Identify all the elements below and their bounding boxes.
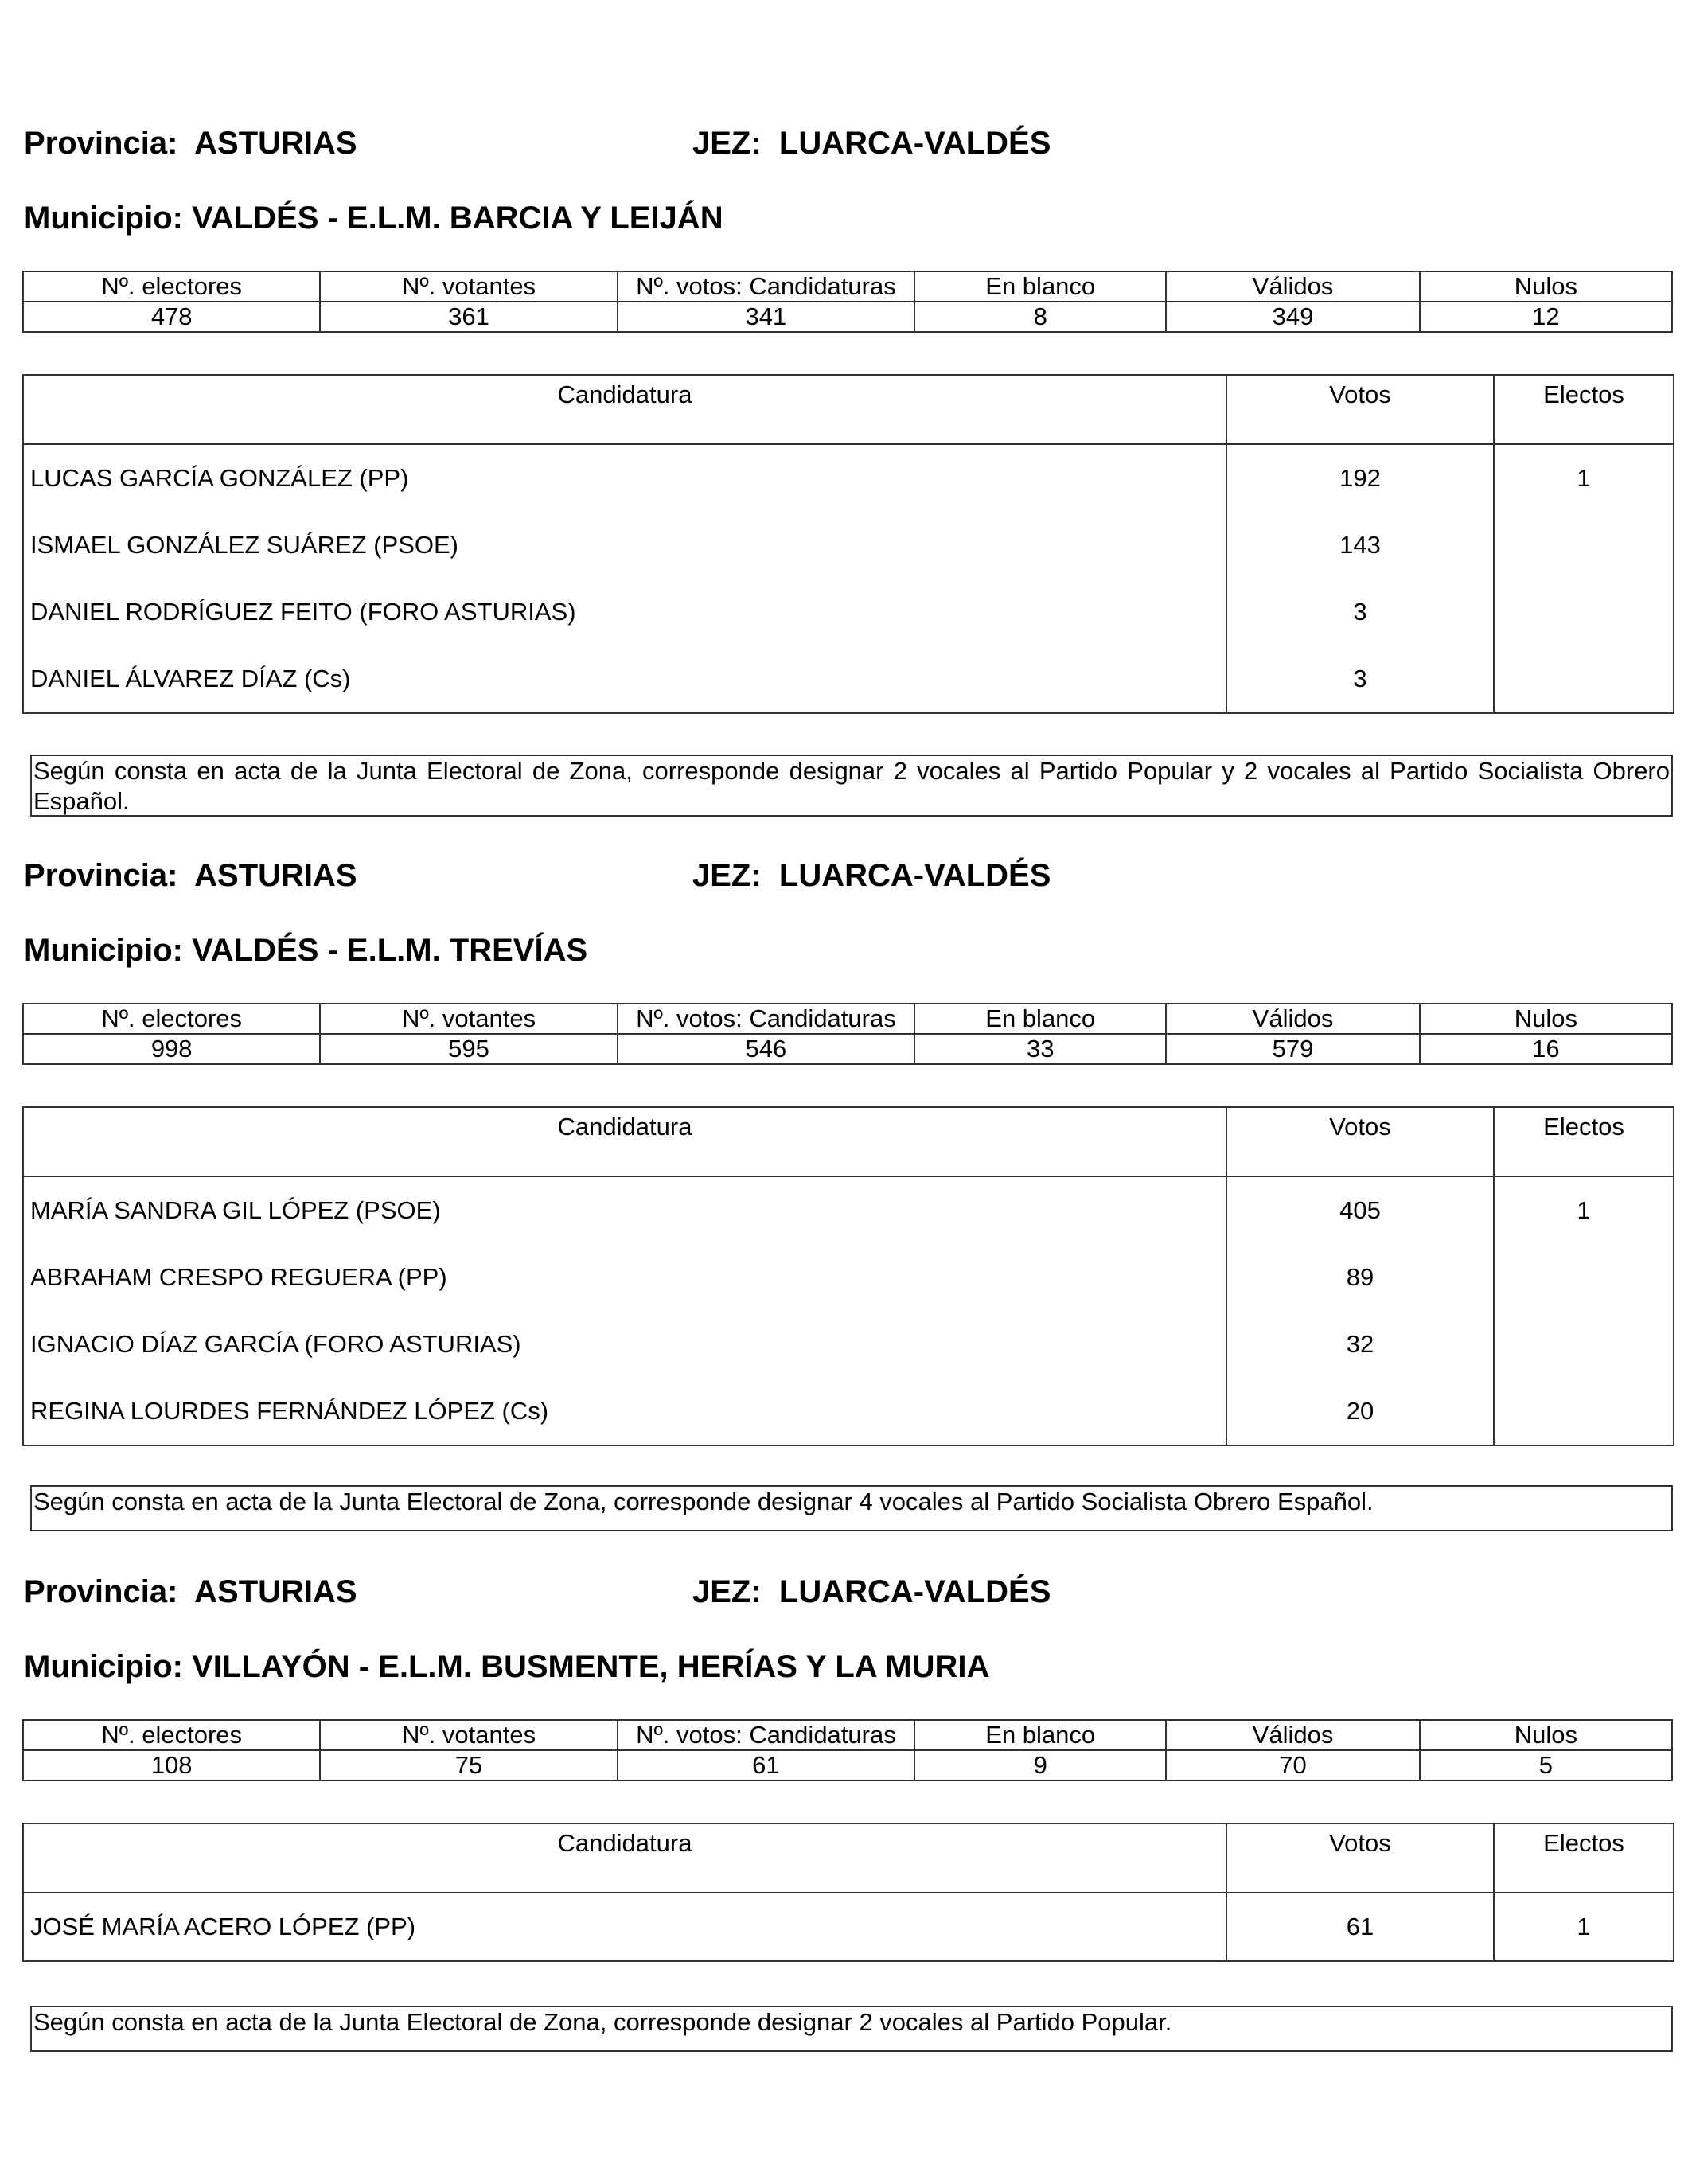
jez-label: JEZ: LUARCA-VALDÉS — [692, 858, 1051, 893]
candidate-name: MARÍA SANDRA GIL LÓPEZ (PSOE) — [23, 1176, 1226, 1244]
candidate-electos — [1494, 1378, 1674, 1445]
stats-header-cell: Nº. votos: Candidaturas — [618, 271, 914, 302]
candidate-name: LUCAS GARCÍA GONZÁLEZ (PP) — [23, 444, 1226, 512]
candidate-electos — [1494, 512, 1674, 579]
candidate-name: DANIEL ÁLVAREZ DÍAZ (Cs) — [23, 645, 1226, 713]
stats-header-cell: Válidos — [1166, 271, 1419, 302]
stats-header-cell: Nº. votantes — [320, 1004, 617, 1034]
candidate-name: JOSÉ MARÍA ACERO LÓPEZ (PP) — [23, 1893, 1226, 1961]
province-label: Provincia: ASTURIAS — [24, 858, 357, 893]
stats-value-cell: 70 — [1166, 1750, 1419, 1780]
stats-value-cell: 361 — [320, 302, 617, 332]
col-votos: Votos — [1226, 375, 1494, 444]
municipality-section — [22, 126, 1673, 692]
candidate-electos: 1 — [1494, 1176, 1674, 1244]
col-electos: Electos — [1494, 1823, 1674, 1893]
municipality-title: Municipio: VILLAYÓN - E.L.M. BUSMENTE, HERÍAS Y LA MURIA — [24, 1649, 990, 1684]
province-label: Provincia: ASTURIAS — [24, 126, 357, 161]
candidate-electos — [1494, 1311, 1674, 1378]
stats-header-cell: En blanco — [914, 1004, 1166, 1034]
candidate-row — [23, 645, 1674, 713]
stats-value-cell: 349 — [1166, 302, 1419, 332]
candidate-electos — [1494, 1244, 1674, 1311]
designation-note: Según consta en acta de la Junta Electoral de Zona, corresponde designar 2 vocales al Partido Popular. — [30, 2006, 1673, 2052]
province-header — [22, 1574, 1673, 1616]
candidate-votes: 61 — [1226, 1893, 1494, 1961]
col-candidatura: Candidatura — [23, 375, 1226, 444]
municipality-section — [22, 1574, 1673, 1940]
municipality-title: Municipio: VALDÉS - E.L.M. BARCIA Y LEIJÁN — [24, 201, 723, 236]
col-votos: Votos — [1226, 1823, 1494, 1893]
candidate-row — [23, 1893, 1674, 1961]
stats-header-cell: Nº. electores — [23, 1720, 320, 1750]
candidate-name: DANIEL RODRÍGUEZ FEITO (FORO ASTURIAS) — [23, 579, 1226, 645]
stats-header-cell: Nº. votantes — [320, 1720, 617, 1750]
candidate-row — [23, 579, 1674, 645]
candidate-votes: 3 — [1226, 579, 1494, 645]
candidate-name: REGINA LOURDES FERNÁNDEZ LÓPEZ (Cs) — [23, 1378, 1226, 1445]
candidate-name: ISMAEL GONZÁLEZ SUÁREZ (PSOE) — [23, 512, 1226, 579]
candidate-votes: 89 — [1226, 1244, 1494, 1311]
stats-header-cell: Nulos — [1420, 271, 1672, 302]
candidates-header-row — [23, 375, 1674, 444]
stats-value-cell: 9 — [914, 1750, 1166, 1780]
province-header — [22, 858, 1673, 899]
designation-note: Según consta en acta de la Junta Electoral de Zona, corresponde designar 2 vocales al Partido Popular y 2 vocales al Partido Socialista Obrero Español. — [30, 755, 1673, 817]
candidate-votes: 3 — [1226, 645, 1494, 713]
province-label: Provincia: ASTURIAS — [24, 1574, 357, 1609]
province-header — [22, 126, 1673, 167]
stats-header-cell: Nulos — [1420, 1720, 1672, 1750]
stats-value-cell: 579 — [1166, 1034, 1419, 1064]
stats-value-cell: 478 — [23, 302, 320, 332]
stats-value-cell: 998 — [23, 1034, 320, 1064]
candidate-row — [23, 1244, 1674, 1311]
stats-table — [22, 1719, 1673, 1781]
col-candidatura: Candidatura — [23, 1823, 1226, 1893]
candidate-votes: 405 — [1226, 1176, 1494, 1244]
stats-value-cell: 75 — [320, 1750, 617, 1780]
stats-header-cell: Nº. votos: Candidaturas — [618, 1720, 914, 1750]
stats-table — [22, 1003, 1673, 1065]
stats-header-cell: Válidos — [1166, 1720, 1419, 1750]
stats-value-cell: 546 — [618, 1034, 914, 1064]
candidate-row — [23, 1378, 1674, 1445]
stats-value-cell: 595 — [320, 1034, 617, 1064]
col-electos: Electos — [1494, 375, 1674, 444]
candidate-votes: 143 — [1226, 512, 1494, 579]
candidates-header-row — [23, 1823, 1674, 1893]
stats-value-row — [23, 302, 1672, 332]
candidates-table — [22, 374, 1674, 714]
candidate-electos: 1 — [1494, 444, 1674, 512]
stats-header-cell: Nº. electores — [23, 1004, 320, 1034]
candidate-row — [23, 512, 1674, 579]
candidate-row — [23, 1176, 1674, 1244]
stats-header-cell: En blanco — [914, 271, 1166, 302]
col-electos: Electos — [1494, 1107, 1674, 1176]
candidates-table — [22, 1106, 1674, 1446]
stats-value-cell: 12 — [1420, 302, 1672, 332]
stats-header-cell: Nº. electores — [23, 271, 320, 302]
col-candidatura: Candidatura — [23, 1107, 1226, 1176]
stats-value-cell: 108 — [23, 1750, 320, 1780]
municipality-section — [22, 858, 1673, 1425]
municipality-title: Municipio: VALDÉS - E.L.M. TREVÍAS — [24, 933, 588, 968]
stats-header-cell: Nº. votantes — [320, 271, 617, 302]
candidate-votes: 20 — [1226, 1378, 1494, 1445]
stats-table — [22, 271, 1673, 333]
stats-header-row — [23, 1004, 1672, 1034]
stats-header-cell: Nº. votos: Candidaturas — [618, 1004, 914, 1034]
stats-value-cell: 33 — [914, 1034, 1166, 1064]
candidate-electos — [1494, 645, 1674, 713]
stats-value-cell: 341 — [618, 302, 914, 332]
candidate-row — [23, 1311, 1674, 1378]
candidates-table — [22, 1823, 1674, 1962]
candidate-electos — [1494, 579, 1674, 645]
stats-value-cell: 5 — [1420, 1750, 1672, 1780]
stats-header-cell: Válidos — [1166, 1004, 1419, 1034]
candidate-votes: 192 — [1226, 444, 1494, 512]
col-votos: Votos — [1226, 1107, 1494, 1176]
candidate-name: IGNACIO DÍAZ GARCÍA (FORO ASTURIAS) — [23, 1311, 1226, 1378]
designation-note: Según consta en acta de la Junta Electoral de Zona, corresponde designar 4 vocales al Partido Socialista Obrero Español. — [30, 1485, 1673, 1531]
candidate-votes: 32 — [1226, 1311, 1494, 1378]
stats-header-row — [23, 1720, 1672, 1750]
candidate-name: ABRAHAM CRESPO REGUERA (PP) — [23, 1244, 1226, 1311]
stats-value-cell: 16 — [1420, 1034, 1672, 1064]
jez-label: JEZ: LUARCA-VALDÉS — [692, 1574, 1051, 1609]
candidate-electos: 1 — [1494, 1893, 1674, 1961]
candidate-row — [23, 444, 1674, 512]
stats-value-cell: 8 — [914, 302, 1166, 332]
stats-header-row — [23, 271, 1672, 302]
stats-value-row — [23, 1034, 1672, 1064]
stats-header-cell: Nulos — [1420, 1004, 1672, 1034]
stats-header-cell: En blanco — [914, 1720, 1166, 1750]
stats-value-row — [23, 1750, 1672, 1780]
stats-value-cell: 61 — [618, 1750, 914, 1780]
jez-label: JEZ: LUARCA-VALDÉS — [692, 126, 1051, 161]
candidates-header-row — [23, 1107, 1674, 1176]
